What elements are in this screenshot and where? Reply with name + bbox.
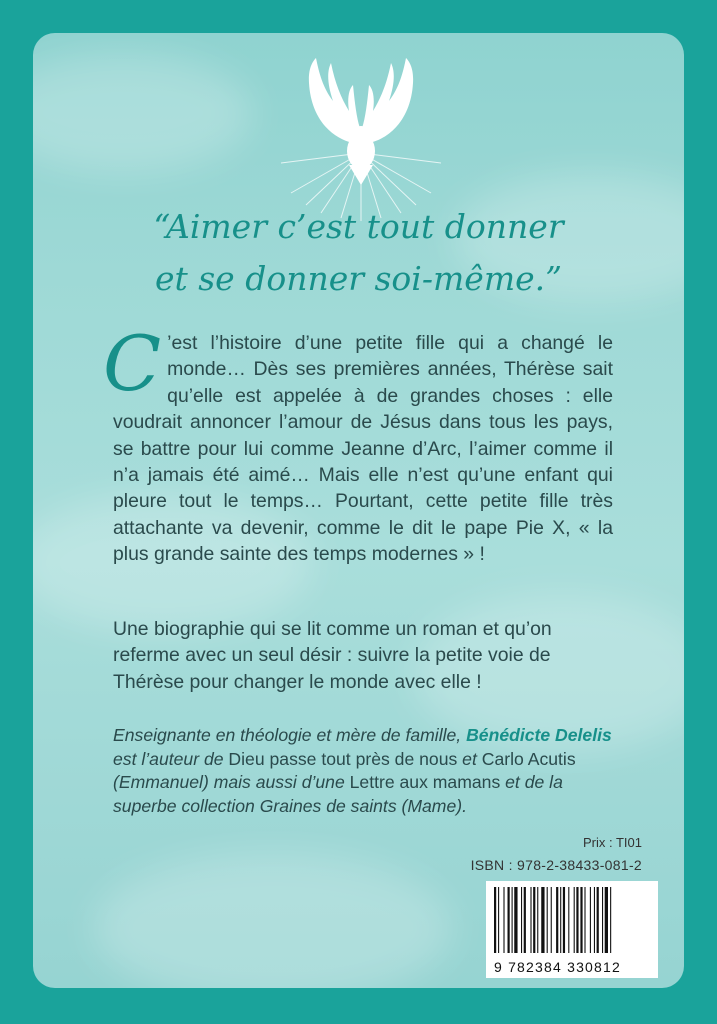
barcode-bar: [512, 887, 513, 953]
barcode-bar: [574, 887, 575, 953]
barcode-bar: [547, 887, 548, 953]
barcode-bar: [568, 887, 569, 953]
barcode-bar: [524, 887, 526, 953]
book-title: Lettre aux mamans: [349, 772, 501, 792]
barcode-bar: [551, 887, 552, 953]
author-bio-text: et: [457, 748, 482, 769]
barcode-bar: [590, 887, 591, 953]
isbn-label: ISBN : 978-2-38433-081-2: [470, 857, 642, 873]
barcode-bar: [494, 887, 496, 953]
sky-panel: [33, 33, 684, 988]
cloud: [33, 53, 253, 173]
book-title: Carlo Acutis: [481, 748, 576, 769]
cloud: [93, 853, 453, 988]
dove-icon: [261, 43, 461, 223]
barcode-bar: [530, 887, 531, 953]
barcode-bar: [576, 887, 578, 953]
barcode-bars: [494, 887, 650, 953]
barcode-bar: [584, 887, 585, 953]
author-bio-text: et de la superbe collection Graines de saints (Mame).: [113, 772, 563, 816]
quote-line-1: “Aimer c’est tout donner: [153, 207, 564, 246]
barcode-bar: [597, 887, 599, 953]
barcode-bar: [563, 887, 565, 953]
summary-paragraph-2: Une biographie qui se lit comme un roman et qu’on referme avec un seul désir : suivre la petite voie de Thérèse pour changer le monde avec elle !: [113, 618, 552, 693]
summary-text-1: ’est l’histoire d’une petite fille qui a changé le monde… Dès ses premières années, Thérèse sait qu’elle est appelée à de grandes choses : elle voudrait annoncer l’amour de Jésus dans tous les pays, se battre pour lui comme Jeanne d’Arc, l’aimer comme il n’a jamais été aimé… Mais elle n’est qu’une enfant qui pleure tout le temps… Pourtant, cette petite fille très attachante va devenir, comme le dit le pape Pie X, « la plus grande sainte des temps modernes » !: [113, 332, 613, 566]
barcode-bar: [521, 887, 522, 953]
drop-cap: C: [103, 319, 162, 408]
barcode-bar: [594, 887, 595, 953]
barcode-bar: [580, 887, 582, 953]
author-bio-text: Enseignante en théologie et mère de famille,: [113, 725, 467, 745]
barcode-bar: [537, 887, 538, 953]
barcode-bar: [498, 887, 499, 953]
barcode-bar: [508, 887, 510, 953]
barcode-bar: [503, 887, 504, 953]
summary-paragraph-1: [103, 319, 613, 568]
barcode-bar: [605, 887, 608, 953]
barcode-number: 9 782384 330812: [494, 959, 621, 975]
author-name: Bénédicte Delelis: [466, 725, 612, 745]
barcode-bar: [610, 887, 611, 953]
barcode-bar: [533, 887, 535, 953]
quote-line-2: et se donner soi-même.”: [154, 259, 563, 298]
book-title: Dieu passe tout près de nous: [228, 748, 458, 769]
barcode-bar: [541, 887, 544, 953]
barcode: [486, 881, 658, 978]
barcode-bar: [560, 887, 561, 953]
author-bio-text: est l’auteur de: [113, 748, 229, 769]
barcode-bar: [602, 887, 603, 953]
author-bio: [113, 724, 618, 818]
barcode-bar: [556, 887, 558, 953]
price-label: Prix : TI01: [582, 835, 642, 850]
barcode-bar: [514, 887, 517, 953]
author-bio-text: (Emmanuel) mais aussi d’une: [113, 772, 350, 792]
